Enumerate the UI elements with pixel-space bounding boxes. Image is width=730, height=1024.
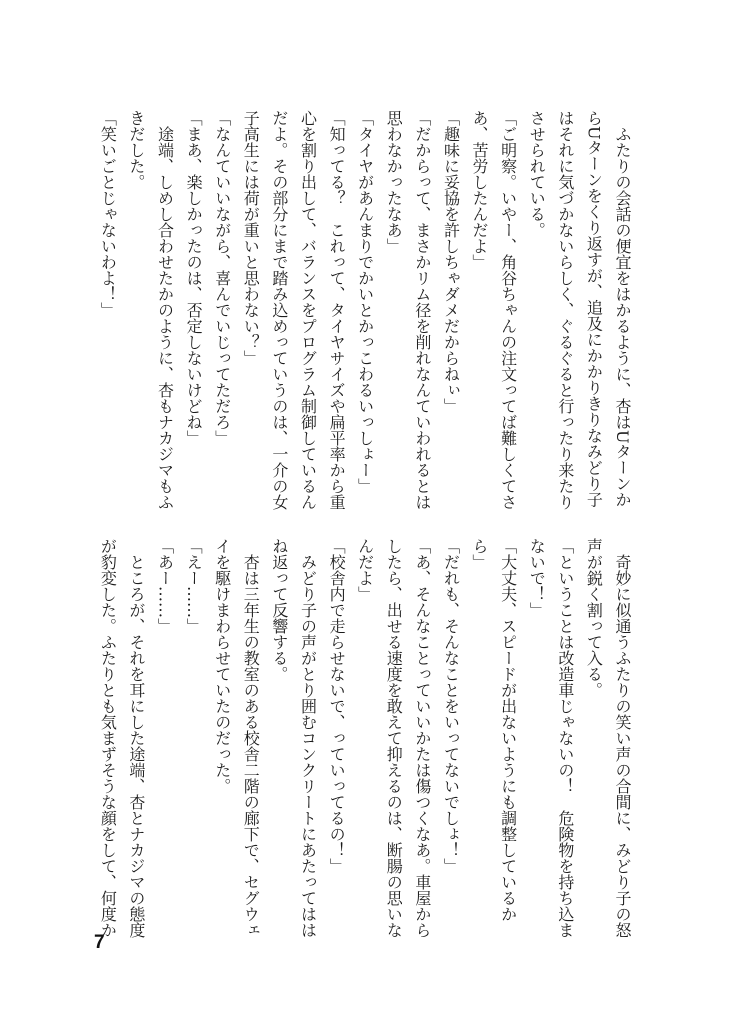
text-block-bottom bbox=[92, 538, 636, 938]
text-column: したら、出せる速度を敢えて抑えるのは、断腸の思いな bbox=[384, 538, 404, 938]
text-column: 「まあ、楽しかったのは、否定しないけどね」 bbox=[184, 110, 204, 446]
text-column: 「だれも、そんなことをいってないでしょ！」 bbox=[441, 538, 461, 874]
text-column: はそれに気づかないらしく、ぐるぐると行ったり来たり bbox=[555, 110, 575, 510]
text-column: イを駆けまわらせていたのだった。 bbox=[212, 538, 232, 794]
text-column: 「タイヤがあんまりでかいとかっこわるいっしょー」 bbox=[355, 110, 375, 494]
text-column: 「笑いごとじゃないわよ！」 bbox=[98, 110, 118, 318]
text-column: 思わなかったなあ」 bbox=[384, 110, 404, 254]
text-column: 「知ってる？ これって、タイヤサイズや扁平率から重 bbox=[327, 110, 347, 510]
text-column: 「あー……」 bbox=[155, 538, 175, 634]
text-column: 心を割り出して、バランスをプログラム制御しているん bbox=[298, 110, 318, 510]
text-column: 「なんていいながら、喜んでいじってただろ」 bbox=[212, 110, 232, 446]
text-column: みどり子の声がとり囲むコンクリートにあたってはは bbox=[298, 538, 318, 938]
text-column: 「あ、そんなことっていいかたは傷つくなあ。車屋から bbox=[412, 538, 432, 938]
text-column: んだよ」 bbox=[355, 538, 375, 602]
text-column: 「大丈夫、スピードが出ないようにも調整しているか bbox=[498, 538, 518, 922]
text-column: ところが、それを耳にした途端、杏とナカジマの態度 bbox=[126, 538, 146, 938]
text-column: だよ。その部分にまで踏み込めっていうのは、一介の女 bbox=[269, 110, 289, 510]
text-column: あ、苦労したんだよ」 bbox=[470, 110, 490, 270]
text-column: 「趣味に妥協を許しちゃダメだからねぃ」 bbox=[441, 110, 461, 414]
text-column: らUターンをくり返すが、追及にかかりきりなみどり子 bbox=[584, 110, 604, 508]
text-column: 杏は三年生の教室のある校舎二階の廊下で、セグウェ bbox=[241, 538, 261, 938]
text-column: 「ご明察。いやー、角谷ちゃんの注文ってば難しくてさ bbox=[498, 110, 518, 510]
text-column: 「校舎内で走らせないで、っていってるの！」 bbox=[327, 538, 347, 874]
text-column: ふたりの会話の便宜をはかるように、杏はUターンか bbox=[613, 110, 632, 508]
text-column: 「ということは改造車じゃないの！ 危険物を持ち込ま bbox=[555, 538, 575, 938]
text-column: ないで！」 bbox=[527, 538, 547, 618]
text-column: が豹変した。ふたりとも気まずそうな顔をして、何度か bbox=[98, 538, 118, 938]
text-column: ね返って反響する。 bbox=[269, 538, 289, 682]
text-column: 奇妙に似通うふたりの笑い声の合間に、みどり子の怒 bbox=[613, 538, 632, 938]
text-column: 「だからって、まさかリム径を削れなんていわれるとは bbox=[412, 110, 432, 510]
text-column: 子高生には荷が重いと思わない？」 bbox=[241, 110, 261, 366]
text-column: 途端、しめし合わせたかのように、杏もナカジマもふ bbox=[155, 110, 175, 510]
text-column: 「えー……」 bbox=[184, 538, 204, 634]
text-block-top bbox=[92, 110, 636, 510]
text-column: きだした。 bbox=[126, 110, 146, 190]
text-column: 声が鋭く割って入る。 bbox=[584, 538, 604, 698]
text-column: させられている。 bbox=[527, 110, 547, 238]
text-column: ら」 bbox=[470, 538, 490, 570]
page-number: 7 bbox=[94, 932, 105, 953]
